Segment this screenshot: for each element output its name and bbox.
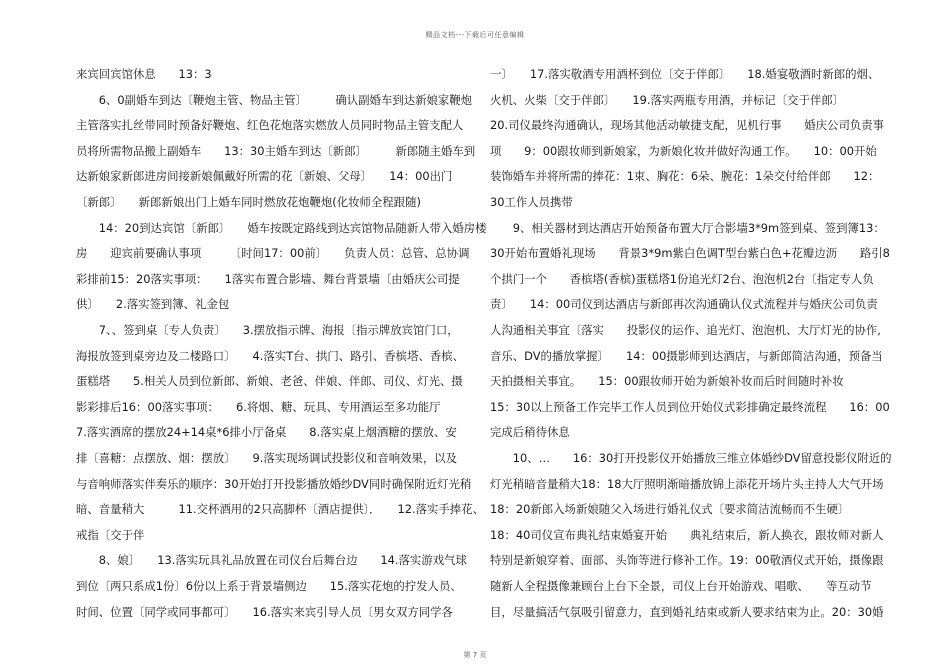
text-line: 14：20到达宾馆〔新郎〕 婚车按既定路线到达宾馆物品随新人带入婚房楼 bbox=[76, 220, 487, 235]
page-footer: 第 7 页 bbox=[463, 651, 487, 659]
text-line: 戒指〔交于伴 bbox=[76, 527, 145, 542]
text-line: 目，尽量搞活气氛吸引留意力，直到婚礼结束或新人要求结束为止。20：30婚 bbox=[490, 604, 884, 619]
text-line: 30工作人员携带 bbox=[490, 195, 573, 209]
text-line: 20.司仪最终沟通确认，现场其他活动敏捷支配，见机行事 婚庆公司负责事 bbox=[490, 118, 885, 133]
text-line: 蛋糕塔 5.相关人员到位新郎、新娘、老爸、伴娘、伴郎、司仪、灯光、摄 bbox=[76, 374, 463, 389]
text-line: 音乐、DV的播放掌握〕 14：00摄影师到达酒店，与新郎简洁沟通，预备当 bbox=[490, 348, 883, 363]
text-line: 18：20新郎入场新娘随父入场进行婚礼仪式〔要求简洁流畅而不生硬〕 bbox=[490, 502, 850, 517]
text-line: 完成后稍待休息 bbox=[490, 425, 570, 440]
text-line: 〔新郎〕 新郎新娘出门上婚车同时燃放花炮鞭炮(化妆师全程跟随) bbox=[76, 195, 421, 209]
text-line: 个拱门一个 香槟塔(香槟)蛋糕塔1份追光灯2台、泡泡机2台〔指定专人负 bbox=[490, 271, 874, 286]
text-line: 房 迎宾前要确认事项 〔时间17：00前〕 负责人员：总管、总协调 bbox=[76, 246, 470, 261]
text-line: 到位〔两只系成1份〕6份以上系于背景墙侧边 15.落实花炮的拧发人员、 bbox=[76, 579, 462, 593]
text-line: 彩排前15：20落实事项： 1落实布置合影墙、舞台背景墙〔由婚庆公司提 bbox=[76, 271, 460, 286]
text-line: 暗、音量稍大 11.交杯酒用的2只高脚杯〔酒店提供〕． 12.落实手捧花、 bbox=[76, 502, 484, 517]
text-line: 装饰婚车并将所需的捧花：1束、胸花：6朵、腕花：1朵交付给伴郎 12： bbox=[490, 169, 880, 184]
text-line: 供〕 2.落实签到簿、礼金包 bbox=[76, 297, 230, 312]
text-line: 时间、位置〔同学或同事都可〕 16.落实来宾引导人员〔男女双方同学各 bbox=[76, 604, 453, 619]
text-line: 灯光稍暗音量稍大18：18大厅照明渐暗播放锦上添花开场片头主持人大气开场 bbox=[490, 476, 884, 491]
text-line: 项 9：00跟妆师到新娘家，为新娘化妆并做好沟通工作。 10：00开始 bbox=[490, 143, 877, 158]
text-line: 7、、签到桌〔专人负责〕 3.摆放指示牌、海报〔指示牌放宾馆门口， bbox=[76, 323, 459, 337]
text-line: 达新娘家新郎进房间接新娘佩戴好所需的花〔新娘、父母〕 14：00出门 bbox=[76, 169, 453, 184]
text-line: 排〔喜糖：点摆放、烟：摆放〕 9.落实现场调试投影仪和音响效果，以及 bbox=[76, 451, 458, 465]
text-line: 来宾回宾馆休息 13：3 bbox=[76, 67, 212, 81]
text-line: 火机、火柴〔交于伴郎〕 19.落实两瓶专用酒，并标记〔交于伴郎〕 bbox=[490, 92, 845, 107]
text-line: 10、… 16：30打开投影仪开始播放三维立体婚纱DV留意投影仪附近的 bbox=[490, 451, 892, 465]
text-line: 一〕 17.落实敬酒专用酒杯到位〔交于伴郎〕 18.婚宴敬酒时新郎的烟、 bbox=[490, 67, 880, 81]
text-line: 30开始布置婚礼现场 背景3*9m紫白色调T型台紫白色+花瓣边沥 路引8 bbox=[490, 246, 890, 261]
text-line: 8、娘〕 13.落实玩具礼品放置在司仪台后舞台边 14.落实游戏气球 bbox=[76, 553, 467, 568]
text-line: 6、0副婚车到达〔鞭炮主管、物品主管〕 确认副婚车到达新娘家鞭炮 bbox=[76, 92, 473, 107]
text-line: 15：30以上预备工作完毕工作人员到位开始仪式彩排确定最终流程 16：00 bbox=[490, 399, 890, 414]
text-line: 责〕 14：00司仪到达酒店与新郎再次沟通确认仪式流程并与婚庆公司负责 bbox=[490, 297, 878, 312]
text-line: 特别是新娘穿着、面部、头饰等进行修补工作。19：00敬酒仪式开始，摄像跟 bbox=[490, 553, 884, 568]
text-line: 主管落实扎丝带同时预备好鞭炮、红色花炮落实燃放人员同时物品主管支配人 bbox=[76, 118, 464, 133]
text-line: 9、相关器材到达酒店开始预备布置大厅合影墙3*9m签到桌、签到簿13： bbox=[490, 220, 885, 235]
text-line: 影彩排后16：00落实事项： 6.将烟、糖、玩具、专用酒运至多功能厅 bbox=[76, 399, 441, 414]
text-line: 18：40司仪宣布典礼结束婚宴开始 典礼结束后，新人换衣，跟妆师对新人 bbox=[490, 527, 884, 542]
text-line: 员将所需物品搬上副婚车 13：30主婚车到达〔新郎〕 新郎随主婚车到 bbox=[76, 143, 476, 158]
text-line: 人沟通相关事宜〔落实 投影仪的运作、追光灯、泡泡机、大厅灯光的协作, bbox=[490, 323, 881, 337]
page-header: 精品文档---下载后可任意编辑 bbox=[425, 31, 525, 39]
text-line: 7.落实酒席的摆放24+14桌*6排小厅备桌 8.落实桌上烟酒糖的摆放、安 bbox=[76, 425, 457, 440]
text-line: 海报放签到桌旁边及二楼路口〕 4.落实T台、拱门、路引、香槟塔、香槟、 bbox=[76, 348, 465, 363]
text-line: 随新人全程摄像兼顾台上台下全景，司仪上台开始游戏、唱歌、 等互动节 bbox=[490, 579, 872, 593]
text-line: 与音响师落实伴奏乐的顺序：30开始打开投影播放婚纱DV同时确保附近灯光稍 bbox=[76, 476, 472, 491]
text-line: 天拍摄相关事宜。 15：00跟妆师开始为新娘补妆而后时间随时补妆 bbox=[490, 374, 844, 389]
